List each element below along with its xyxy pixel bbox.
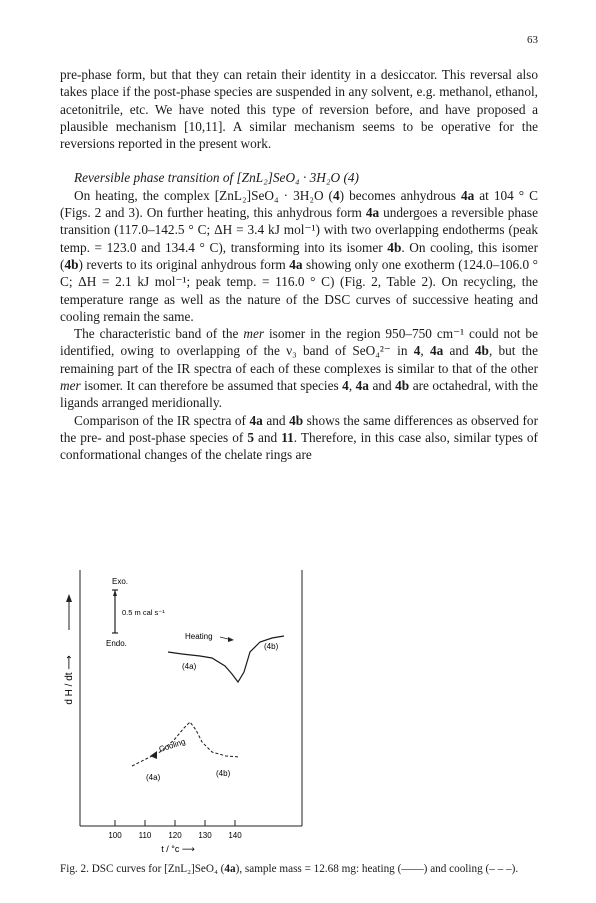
heating-arrow-head — [228, 637, 234, 642]
x-tick-label: 140 — [228, 831, 242, 840]
body-text — [60, 66, 538, 464]
cooling-curve — [132, 722, 240, 766]
cooling-4a-label: (4a) — [146, 773, 161, 782]
cooling-label: Cooling — [157, 736, 187, 754]
dsc-chart — [60, 570, 538, 860]
paragraph-4: Comparison of the IR spectra of 4a and 4b shows the same differences as observed for the pre- and post-phase species of 5 and 11. Therefore, in this case also, similar types of conformational changes of the chelate rings are — [60, 412, 538, 463]
y-arrow-head — [66, 594, 72, 602]
cooling-4b-label: (4b) — [216, 769, 231, 778]
exo-label: Exo. — [112, 577, 129, 586]
paragraph-1: pre-phase form, but that they can retain their identity in a desiccator. This reversal also takes place if the post-phase species are suspended in any solvent, e.g. methanol, ethanol, acetonitrile, etc. We have noted this type of reversion before, and have proposed a plausible mechanism [10,11]. A similar mechanism seems to be operative for the reversions reported in the present work. — [60, 67, 538, 152]
x-ticks — [108, 820, 242, 840]
cooling-arrow-head — [150, 751, 157, 759]
scale-arrow-up — [113, 590, 117, 596]
x-tick-label: 120 — [168, 831, 182, 840]
x-axis-label: t / °c ⟶ — [161, 844, 195, 854]
paragraph-3: The characteristic band of the mer isomer in the region 950–750 cm⁻¹ could not be identified, owing to overlapping of the ν₃ band of SeO₄²⁻ in 4, 4a and 4b, but the remaining part of the IR spectra of each of these complexes is similar to that of the other mer isomer. It can therefore be assumed that species 4, 4a and 4b are octahedral, with the ligands arranged meridionally. — [60, 326, 538, 411]
heating-label: Heating — [185, 632, 213, 641]
x-tick-label: 130 — [198, 831, 212, 840]
heating-4b-label: (4b) — [264, 642, 279, 651]
y-axis-label: d H / dt ⟶ — [64, 655, 75, 705]
paragraph-2: On heating, the complex [ZnL₂]SeO₄ · 3H₂O (4) becomes anhydrous 4a at 104 ° C (Figs. 2 and 3). On further heating, this anhydrous form 4a undergoes a reversible phase transition (117.0–142.5 ° C; ΔH = 3.4 kJ mol⁻¹) with two overlapping endotherms (peak temp. = 123.0 and 134.4 ° C), transforming into its isomer 4b. On cooling, this isomer (4b) reverts to its original anhydrous form 4a showing only one exotherm (124.0–106.0 ° C; ΔH = 2.1 kJ mol⁻¹; peak temp. = 116.0 ° C) (Fig. 2, Table 2). On recycling, the temperature range as well as the nature of the DSC curves of successive heating and cooling remain the same. — [60, 187, 538, 324]
figure-caption: Fig. 2. DSC curves for [ZnL₂]SeO₄ (4a), sample mass = 12.68 mg: heating (——) and cooling (– – –). — [60, 863, 519, 875]
section-subheading: Reversible phase transition of [ZnL₂]SeO₄ · 3H₂O (4) — [74, 170, 359, 186]
dsc-figure — [60, 570, 538, 860]
x-tick-label: 100 — [108, 831, 122, 840]
x-tick-label: 110 — [138, 831, 152, 840]
scale-label: 0.5 m cal s⁻¹ — [122, 608, 165, 617]
endo-label: Endo. — [106, 639, 127, 648]
page-number: 63 — [527, 34, 538, 46]
heating-4a-label: (4a) — [182, 662, 197, 671]
